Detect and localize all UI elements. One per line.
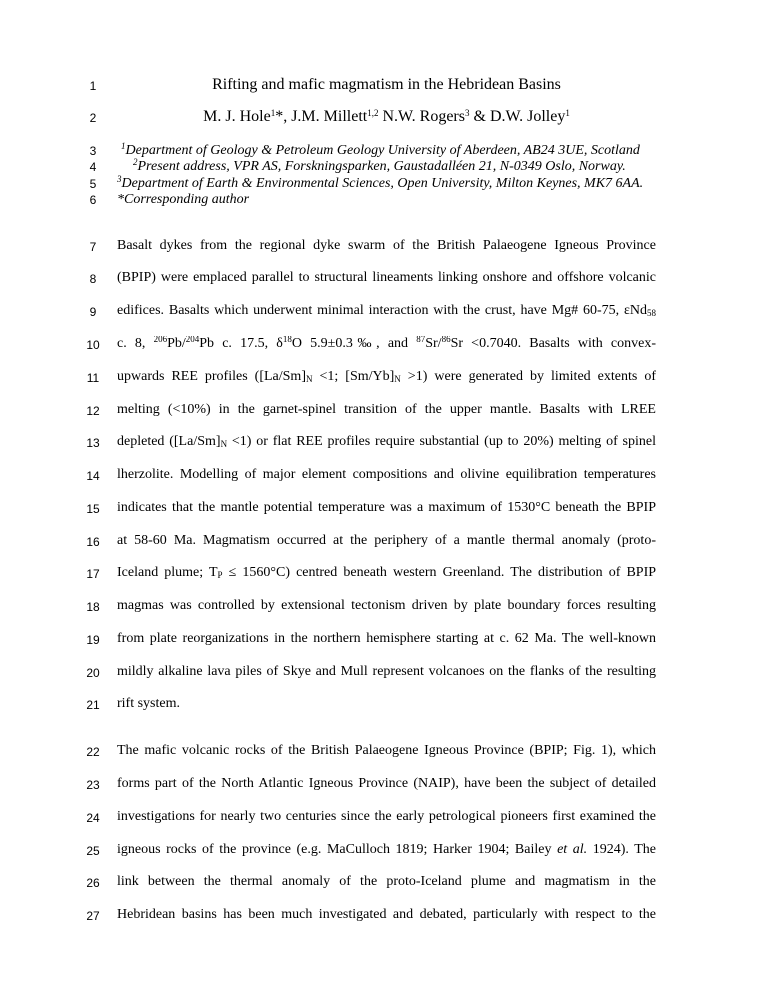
superscript: 18 bbox=[282, 336, 292, 344]
affiliation-text: Department of Geology & Petroleum Geology University of Aberdeen, AB24 3UE, Scotland bbox=[125, 143, 640, 158]
text-run: edifices. Basalts which underwent minimal interaction with the crust, have Mg# 60-75, εNd bbox=[117, 303, 647, 318]
line-number: 22 bbox=[86, 745, 100, 759]
text-run: <1) or flat REE profiles require substantial (up to 20%) melting of spinel bbox=[227, 434, 656, 449]
intro-line: link between the thermal anomaly of the proto-Iceland plume and magmatism in the bbox=[117, 874, 656, 889]
line-number: 14 bbox=[86, 469, 100, 483]
text-run: Pb/ bbox=[167, 336, 186, 351]
intro-line: The mafic volcanic rocks of the British Palaeogene Igneous Province (BPIP; Fig. 1), which bbox=[117, 743, 656, 758]
author-name: M. J. Hole bbox=[203, 108, 271, 125]
abstract-line: from plate reorganizations in the northern hemisphere starting at c. 62 Ma. The well-known bbox=[117, 631, 656, 646]
affiliation-text: *Corresponding author bbox=[117, 192, 250, 207]
affiliation bbox=[117, 176, 656, 191]
line-number: 4 bbox=[89, 160, 97, 174]
superscript: 204 bbox=[185, 336, 200, 344]
line-number: 24 bbox=[86, 811, 100, 825]
text-run: c. 8, bbox=[117, 336, 154, 351]
subscript: P bbox=[217, 570, 223, 580]
line-number: 6 bbox=[89, 193, 97, 207]
author-affiliation-mark: 3 bbox=[464, 108, 470, 118]
line-number: 16 bbox=[86, 535, 100, 549]
abstract-line: lherzolite. Modelling of major element compositions and olivine equilibration temperatures bbox=[117, 467, 656, 482]
line-number: 26 bbox=[86, 876, 100, 890]
affiliation-text: Department of Earth & Environmental Sciences, Open University, Milton Keynes, MK7 6AA. bbox=[121, 176, 644, 191]
line-number: 1 bbox=[89, 79, 97, 93]
abstract-line: Basalt dykes from the regional dyke swarm of the British Palaeogene Igneous Province bbox=[117, 238, 656, 253]
line-number: 11 bbox=[86, 371, 100, 385]
text-run: O 5.9±0.3‰, and bbox=[291, 336, 417, 351]
intro-line bbox=[117, 842, 656, 858]
abstract-line bbox=[117, 303, 656, 319]
corresponding-author-note bbox=[117, 192, 656, 207]
text-run: Sr <0.7040. Basalts with convex- bbox=[450, 336, 656, 351]
line-number: 23 bbox=[86, 778, 100, 792]
line-number: 8 bbox=[89, 272, 97, 286]
text-run: Pb c. 17.5, δ bbox=[199, 336, 283, 351]
text-run: upwards REE profiles ([La/Sm] bbox=[117, 369, 306, 384]
subscript: N bbox=[305, 374, 313, 384]
author-name: D.W. Jolley bbox=[489, 108, 566, 125]
author-separator: & bbox=[469, 108, 490, 125]
text-run: ≤ 1560°C) centred beneath western Greenland. The distribution of BPIP bbox=[222, 565, 656, 580]
line-number: 19 bbox=[86, 633, 100, 647]
line-number: 20 bbox=[86, 666, 100, 680]
affiliation bbox=[121, 143, 660, 158]
italic-text: et al. bbox=[557, 842, 588, 857]
abstract-line: at 58-60 Ma. Magmatism occurred at the periphery of a mantle thermal anomaly (proto- bbox=[117, 533, 656, 548]
text-run: depleted ([La/Sm] bbox=[117, 434, 221, 449]
author-affiliation-mark: 1 bbox=[565, 108, 570, 118]
intro-line: forms part of the North Atlantic Igneous Province (NAIP), have been the subject of detailed bbox=[117, 776, 656, 791]
subscript: 58 bbox=[647, 308, 656, 318]
line-number: 3 bbox=[89, 144, 97, 158]
line-number: 7 bbox=[89, 240, 97, 254]
author-affiliation-mark: 1,2 bbox=[367, 108, 379, 118]
author-affiliation-mark: 1 bbox=[270, 108, 276, 118]
affiliation-number: 2 bbox=[133, 157, 138, 167]
subscript: N bbox=[394, 374, 401, 384]
text-run: Iceland plume; T bbox=[117, 565, 218, 580]
affiliation-number: 3 bbox=[117, 174, 122, 184]
abstract-line: magmas was controlled by extensional tectonism driven by plate boundary forces resulting bbox=[117, 598, 656, 613]
intro-line: Hebridean basins has been much investigated and debated, particularly with respect to the bbox=[117, 907, 656, 922]
line-number: 27 bbox=[86, 909, 100, 923]
abstract-line: mildly alkaline lava piles of Skye and Mull represent volcanoes on the flanks of the resulting bbox=[117, 664, 656, 679]
superscript: 86 bbox=[441, 336, 451, 344]
line-number: 9 bbox=[89, 305, 97, 319]
line-number: 13 bbox=[86, 436, 100, 450]
paper-title: Rifting and mafic magmatism in the Hebridean Basins bbox=[212, 76, 561, 93]
abstract-line bbox=[117, 336, 656, 352]
corresponding-mark: *, bbox=[275, 108, 292, 125]
superscript: 206 bbox=[153, 336, 168, 344]
subscript: N bbox=[220, 439, 228, 449]
text-run: 1924). The bbox=[587, 842, 656, 857]
abstract-line bbox=[117, 565, 656, 581]
author-name: N.W. Rogers bbox=[382, 108, 465, 125]
abstract-line: rift system. bbox=[117, 696, 180, 711]
line-number: 18 bbox=[86, 600, 100, 614]
abstract-line: melting (<10%) in the garnet-spinel transition of the upper mantle. Basalts with LREE bbox=[117, 402, 656, 417]
line-number: 25 bbox=[86, 844, 100, 858]
affiliation bbox=[133, 159, 672, 174]
line-number: 15 bbox=[86, 502, 100, 516]
affiliation-text: Present address, VPR AS, Forskningsparken, Gaustadalléen 21, N-0349 Oslo, Norway. bbox=[137, 159, 626, 174]
line-number: 10 bbox=[86, 338, 100, 352]
text-run: igneous rocks of the province (e.g. MaCulloch 1819; Harker 1904; Bailey bbox=[117, 842, 558, 857]
line-number: 2 bbox=[89, 111, 97, 125]
superscript: 87 bbox=[416, 336, 426, 344]
text-run: Sr/ bbox=[425, 336, 442, 351]
line-number: 12 bbox=[86, 404, 100, 418]
affiliation-number: 1 bbox=[121, 141, 126, 151]
text-run: <1; [Sm/Yb] bbox=[312, 369, 395, 384]
abstract-line: indicates that the mantle potential temperature was a maximum of 1530°C beneath the BPIP bbox=[117, 500, 656, 515]
line-number: 5 bbox=[89, 177, 97, 191]
text-run: >1) were generated by limited extents of bbox=[400, 369, 656, 384]
line-number: 21 bbox=[86, 698, 100, 712]
author-name: J.M. Millett bbox=[291, 108, 368, 125]
author-list bbox=[117, 108, 656, 126]
intro-line: investigations for nearly two centuries since the early petrological pioneers first examined the bbox=[117, 809, 656, 824]
abstract-line: (BPIP) were emplaced parallel to structural lineaments linking onshore and offshore volcanic bbox=[117, 270, 656, 285]
line-number: 17 bbox=[86, 567, 100, 581]
abstract-line bbox=[117, 434, 656, 450]
abstract-line bbox=[117, 369, 656, 385]
